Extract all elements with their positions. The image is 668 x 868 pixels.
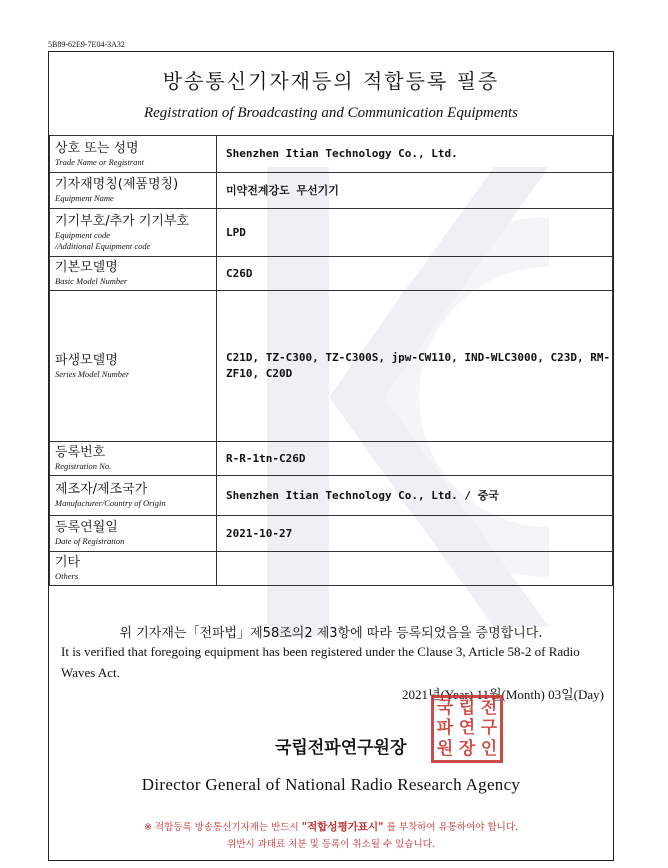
row-manufacturer — [50, 476, 613, 516]
seal-char: 연 — [458, 718, 476, 739]
value-basic-model: C26D — [217, 257, 613, 291]
document-id: 5B89-62E9-7E04-3A32 — [48, 40, 125, 49]
certification-statement-en: It is verified that foregoing equipment has been registered under the Clause 3, Article 58-2 of Radio Waves Act. — [61, 644, 580, 680]
label-registration-date: 등록연월일 — [55, 520, 118, 535]
value-others — [217, 552, 613, 586]
issue-date: 2021년(Year) 11월(Month) 03일(Day) — [402, 687, 604, 702]
title-korean: 방송통신기자재등의 적합등록 필증 — [162, 69, 500, 93]
row-trade-name — [50, 136, 613, 173]
value-manufacturer: Shenzhen Itian Technology Co., Ltd. / 중국 — [217, 476, 613, 516]
label-additional-code-en: /Additional Equipment code — [55, 240, 151, 251]
value-trade-name: Shenzhen Itian Technology Co., Ltd. — [217, 136, 613, 173]
certificate-frame — [48, 51, 614, 861]
seal-char: 인 — [480, 739, 498, 760]
seal-char: 장 — [458, 739, 476, 760]
seal-char: 립 — [458, 697, 476, 718]
title-english: Registration of Broadcasting and Communication Equipments — [143, 105, 518, 121]
row-equipment-code — [50, 209, 613, 257]
notice-highlight: "적합성평가표시" — [301, 821, 384, 833]
value-equipment-name: 미약전계강도 무선기기 — [217, 173, 613, 209]
value-registration-date: 2021-10-27 — [217, 516, 613, 552]
label-series-model-en: Series Model Number — [55, 368, 130, 379]
label-registration-date-en: Date of Registration — [55, 536, 125, 546]
notice — [49, 819, 613, 853]
seal-char: 국 — [436, 697, 454, 718]
label-equipment-name: 기자재명칭(제품명칭) — [55, 177, 179, 192]
row-registration-date — [50, 516, 613, 552]
notice-line-1 — [49, 819, 613, 836]
label-manufacturer: 제조자/제조국가 — [55, 482, 148, 497]
official-seal-icon — [431, 695, 503, 763]
row-series-model — [50, 291, 613, 442]
label-series-model: 파생모델명 — [55, 352, 118, 368]
notice-suffix: 를 부착하여 유통하여야 합니다. — [386, 822, 519, 833]
label-equipment-code: 기기부호/추가 기기부호 — [55, 213, 190, 229]
label-registration-no-en: Registration No. — [55, 461, 112, 471]
label-manufacturer-en: Manufacturer/Country of Origin — [55, 498, 166, 508]
notice-line-2: 위반시 과태료 처분 및 등록이 취소될 수 있습니다. — [227, 839, 435, 850]
label-others-en: Others — [55, 571, 79, 581]
seal-char: 원 — [436, 739, 454, 760]
director-title-ko: 국립전파연구원장 — [275, 738, 407, 758]
row-others — [50, 552, 613, 586]
row-basic-model — [50, 257, 613, 291]
row-equipment-name — [50, 173, 613, 209]
label-basic-model-en: Basic Model Number — [55, 276, 128, 286]
label-others: 기타 — [55, 555, 81, 570]
value-series-model: C21D, TZ-C300, TZ-C300S, jpw-CW110, IND-WLC3000, C23D, RM-ZF10, C20D — [217, 291, 613, 442]
value-equipment-code: LPD — [217, 209, 613, 257]
notice-prefix: ※ 적합등록 방송통신기자재는 반드시 — [143, 822, 299, 833]
seal-char: 파 — [436, 718, 454, 739]
seal-char: 전 — [480, 697, 498, 718]
label-trade-name: 상호 또는 성명 — [55, 140, 139, 156]
label-equipment-code-en: Equipment code — [55, 229, 110, 240]
seal-char: 구 — [480, 718, 498, 739]
label-equipment-name-en: Equipment Name — [55, 193, 114, 203]
row-registration-no — [50, 442, 613, 476]
label-registration-no: 등록번호 — [55, 445, 106, 460]
label-trade-name-en: Trade Name or Registrant — [55, 156, 145, 167]
label-basic-model: 기본모델명 — [55, 260, 118, 275]
certification-statement-ko: 위 기자재는「전파법」제58조의2 제3항에 따라 등록되었음을 증명합니다. — [119, 626, 543, 641]
registration-table — [49, 135, 613, 586]
value-registration-no: R-R-1tn-C26D — [217, 442, 613, 476]
director-title-en: Director General of National Radio Research Agency — [141, 775, 521, 794]
